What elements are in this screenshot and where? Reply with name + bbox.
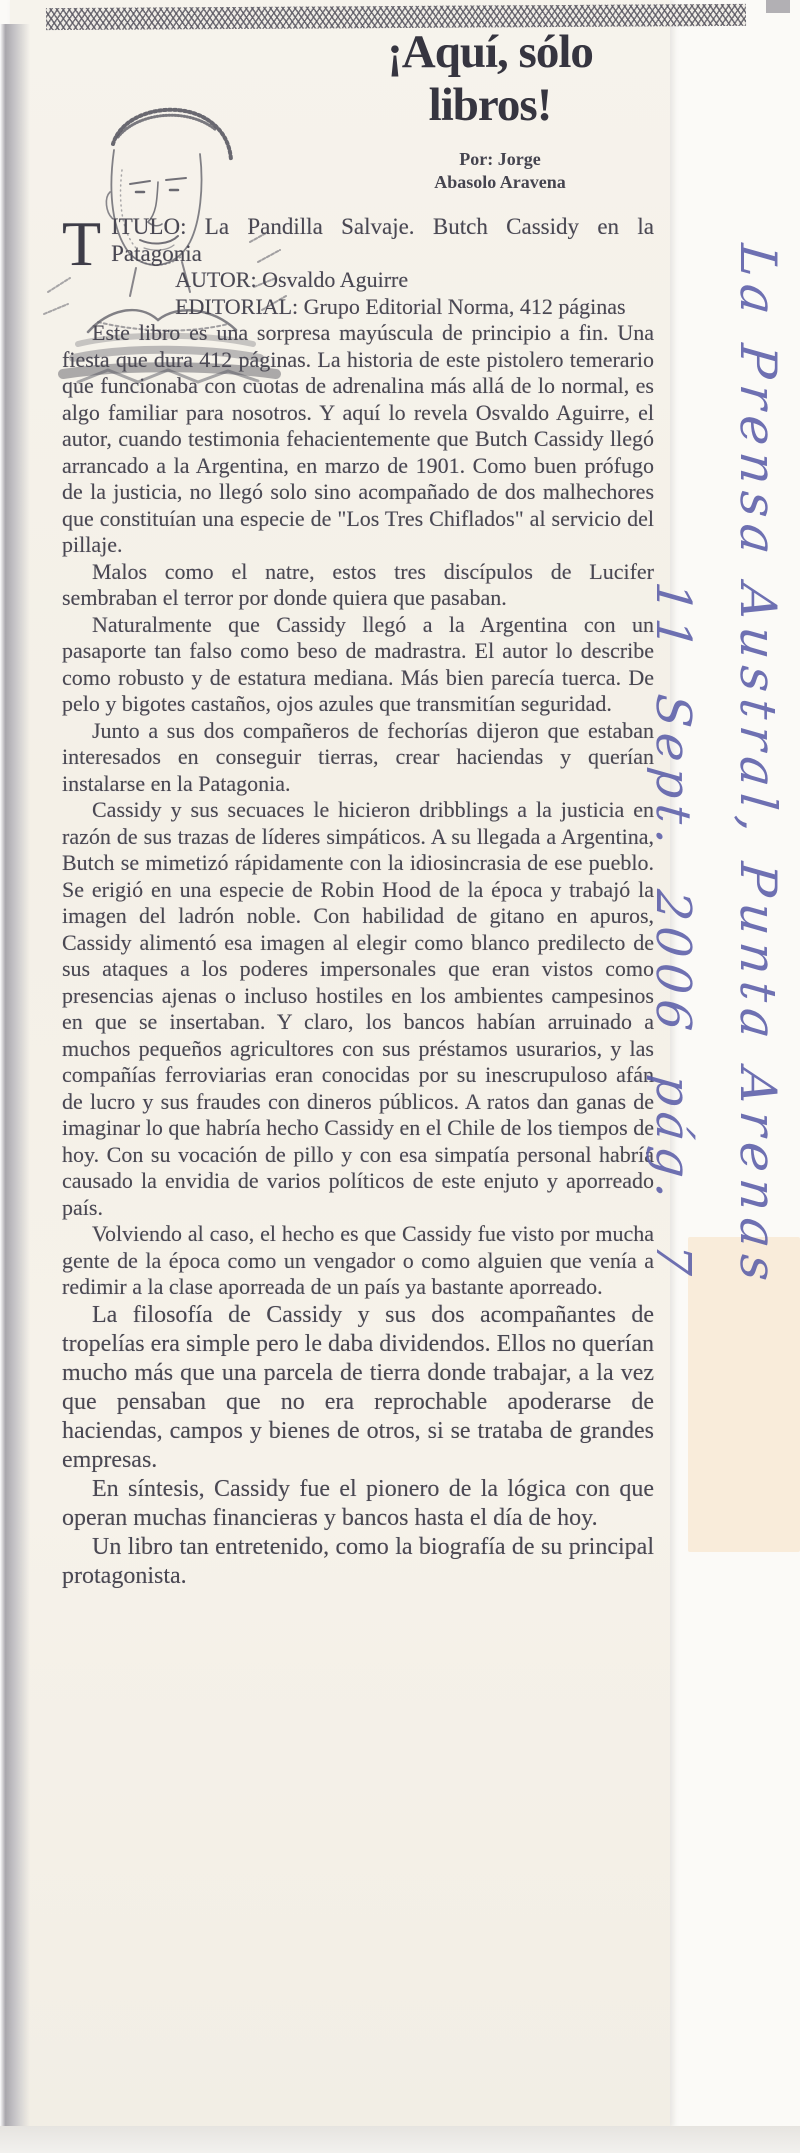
- article-byline: [330, 148, 670, 194]
- paragraph: La filosofía de Cassidy y sus dos acompañantes de tropelías era simple pero le daba dividendos. Ellos no querían mucho más que una parcela de tierra donde trabajar, a la vez que pensaban que no era reprochable apoderarse de haciendas, campos y bienes de otros, si se trataba de grandes empresas.: [62, 1301, 654, 1473]
- paragraph: Volviendo al caso, el hecho es que Cassidy fue visto por mucha gente de la época como un vengador o como alguien que venía a redimir a la clase aporreada de un país ya bastante aporreado.: [62, 1221, 654, 1299]
- annotation-source-line: La Prensa Austral, Punta Arenas: [729, 241, 787, 1291]
- scan-bottom-edge: [0, 2126, 800, 2153]
- byline-line1: Por: Jorge: [459, 149, 541, 169]
- byline-line2: Abasolo Aravena: [434, 172, 566, 192]
- paragraph: Naturalmente que Cassidy llegó a la Argentina con un pasaporte tan falso como beso de madrastra. El autor lo describe como robusto y de estatura mediana. Más bien parecía tuerca. De pelo y bigotes castaños, ojos azules que transmitían seguridad.: [62, 611, 654, 716]
- book-title-text: ITULO: La Pandilla Salvaje. Butch Cassidy en la Patagonia: [111, 214, 654, 266]
- paragraph: En síntesis, Cassidy fue el pionero de la lógica con que operan muchas financieras y bancos hasta el día de hoy.: [62, 1475, 654, 1531]
- scan-corner-mark: [766, 0, 790, 13]
- paragraph: Malos como el natre, estos tres discípulos de Lucifer sembraban el terror por donde quiera que pasaban.: [62, 558, 654, 610]
- article-body: [62, 208, 654, 1591]
- paragraph: Un libro tan entretenido, como la biografía de su principal protagonista.: [62, 1533, 654, 1589]
- article-title-line2: libros!: [428, 79, 552, 131]
- paragraph: Cassidy y sus secuaces le hicieron dribblings a la justicia en razón de sus trazas de líderes simpáticos. A su llegada a Argentina, Butch se mimetizó rápidamente con la idiosincrasia de ese pueblo. Se erigió en una especie de Robin Hood de la época y trabajó la imagen del ladrón noble. Con habilidad de gitano en apuros, Cassidy alimentó esa imagen al elegir como blanco predilecto de sus ataques a los poderes impersonales que eran vistos como presencias ajenas o incluso hostiles en los ambientes campesinos en que se insertaban. Y claro, los bancos habían arruinado a muchos pequeños agricultores con sus préstamos usurarios, y las compañías ferroviarias eran conocidas por su inescrupuloso afán de lucro y sus fraudes con dineros públicos. A ratos dan ganas de imaginar lo que habría hecho Cassidy en el Chile de los tiempos de hoy. Con su vocación de pillo y con esa simpatía personal habría causado la envidia de varios políticos de este enjuto y aporreado país.: [62, 797, 654, 1220]
- book-editorial-line: EDITORIAL: Grupo Editorial Norma, 412 páginas: [175, 293, 626, 319]
- article-title-line1: ¡Aquí, sólo: [387, 26, 593, 78]
- handwritten-source-annotation: [630, 233, 800, 1292]
- book-author-line: AUTOR: Osvaldo Aguirre: [175, 267, 409, 292]
- paragraph: Este libro es una sorpresa mayúscula de principio a fin. Una fiesta que dura 412 páginas. La historia de este pistolero temerario que funcionaba con cuotas de adrenalina más allá de lo normal, es algo familiar para nosotros. Y aquí lo revela Osvaldo Aguirre, el autor, cuando testimonia fehacientemente que Butch Cassidy llegó arrancado a la Argentina, en marzo de 1901. Como buen prófugo de la justicia, no llegó solo sino acompañado de dos malhechores que constituían una especie de "Los Tres Chiflados" al servicio del pillaje.: [62, 320, 654, 557]
- dropcap-letter: T: [62, 208, 102, 279]
- article-title: [300, 26, 680, 132]
- paragraph: Junto a sus dos compañeros de fechorías dijeron que estaban interesados en conseguir tierras, crear haciendas y querían instalarse en la Patagonia.: [62, 717, 654, 796]
- book-title-line: [62, 208, 654, 279]
- scan-left-edge-shadow: [0, 24, 30, 2126]
- annotation-date-page-line: 11 Sept. 2006 pág. 7: [645, 579, 701, 1284]
